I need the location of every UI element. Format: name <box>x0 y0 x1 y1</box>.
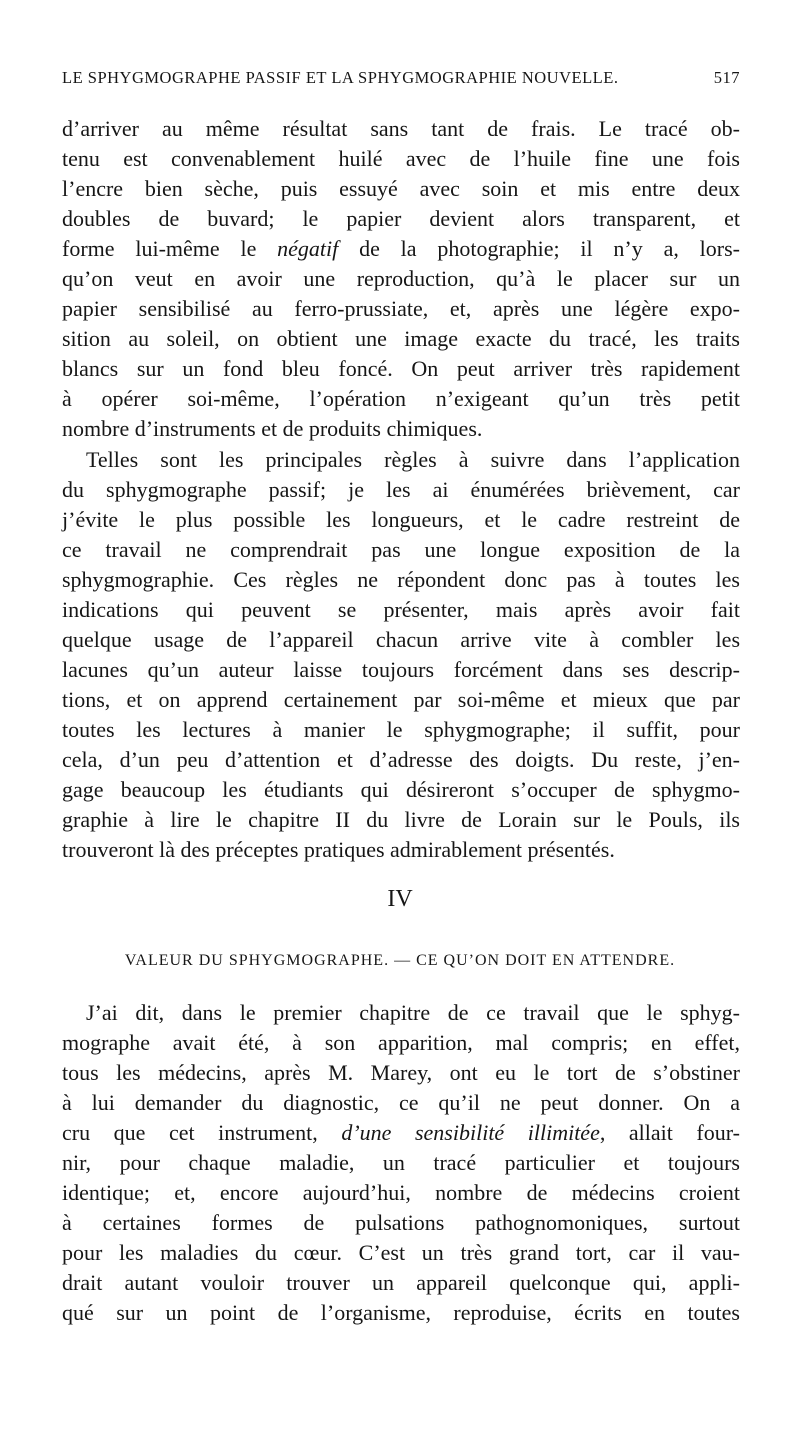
running-head <box>62 68 740 98</box>
paragraph-2-line: Telles sont les principales règles à suivre dans l’application <box>86 447 740 472</box>
italic-phrase: d’une sensibilité illimitée <box>341 1120 600 1145</box>
paragraph-2-line: tions, et on apprend certainement par soi-même et mieux que par <box>62 687 740 712</box>
line-text: de la photographie; il n’y a, lors- <box>338 236 740 261</box>
paragraph-2-line: toutes les lectures à manier le sphygmographe; il suffit, pour <box>62 717 740 742</box>
paragraph-3-line: drait autant vouloir trouver un appareil quelconque qui, appli- <box>62 1270 740 1295</box>
paragraph-1-line: l’encre bien sèche, puis essuyé avec soin et mis entre deux <box>62 176 740 201</box>
paragraph-3-line: identique; et, encore aujourd’hui, nombre de médecins croient <box>62 1180 740 1205</box>
paragraph-3-line: pour les maladies du cœur. C’est un très grand tort, car il vau- <box>62 1240 740 1265</box>
paragraph-3-line: tous les médecins, après M. Marey, ont eu le tort de s’obstiner <box>62 1060 740 1085</box>
page-number: 517 <box>713 68 740 87</box>
paragraph-2-line: cela, d’un peu d’attention et d’adresse des doigts. Du reste, j’en- <box>62 747 740 772</box>
paragraph-1-line: papier sensibilisé au ferro-prussiate, et, après une légère expo- <box>62 296 740 321</box>
paragraph-2-line: ce travail ne comprendrait pas une longue exposition de la <box>62 537 740 562</box>
paragraph-2-line: quelque usage de l’appareil chacun arrive vite à combler les <box>62 627 740 652</box>
paragraph-3-line: à certaines formes de pulsations pathognomoniques, surtout <box>62 1210 740 1235</box>
paragraph-1-line: d’arriver au même résultat sans tant de frais. Le tracé ob- <box>62 116 740 141</box>
paragraph-1-line: blancs sur un fond bleu foncé. On peut arriver très rapidement <box>62 356 740 381</box>
paragraph-3-line <box>62 1118 740 1148</box>
paragraph-2-line: du sphygmographe passif; je les ai énumérées brièvement, car <box>62 477 740 502</box>
paragraph-1-line: à opérer soi-même, l’opération n’exigeant qu’un très petit <box>62 386 740 411</box>
paragraph-1-line <box>62 234 740 264</box>
line-text: forme lui-même le <box>62 236 278 261</box>
paragraph-1-line: sition au soleil, on obtient une image exacte du tracé, les traits <box>62 326 740 351</box>
paragraph-1-line: tenu est convenablement huilé avec de l’huile fine une fois <box>62 146 740 171</box>
paragraph-1-line: nombre d’instruments et de produits chimiques. <box>62 416 483 441</box>
paragraph-3-line: qué sur un point de l’organisme, reproduise, écrits en toutes <box>62 1300 740 1325</box>
paragraph-2-line: indications qui peuvent se présenter, mais après avoir fait <box>62 597 740 622</box>
paragraph-2-line: lacunes qu’un auteur laisse toujours forcément dans ses descrip- <box>62 657 740 682</box>
paragraph-3-line: à lui demander du diagnostic, ce qu’il ne peut donner. On a <box>62 1090 740 1115</box>
line-text: , allait four- <box>599 1120 740 1145</box>
paragraph-3-line: J’ai dit, dans le premier chapitre de ce travail que le sphyg- <box>86 1000 740 1025</box>
paragraph-1-line: doubles de buvard; le papier devient alors transparent, et <box>62 206 740 231</box>
section-number: IV <box>387 886 413 912</box>
paragraph-3-line: mographe avait été, à son apparition, mal compris; en effet, <box>62 1030 740 1055</box>
paragraph-1-line: qu’on veut en avoir une reproduction, qu’à le placer sur un <box>62 266 740 291</box>
line-text: cru que cet instrument, <box>62 1120 342 1145</box>
paragraph-2-line: graphie à lire le chapitre II du livre de Lorain sur le Pouls, ils <box>62 807 740 832</box>
italic-term: négatif <box>277 236 339 261</box>
running-head-title: LE SPHYGMOGRAPHE PASSIF ET LA SPHYGMOGRAPHIE NOUVELLE. <box>62 68 619 87</box>
paragraph-2-line: j’évite le plus possible les longueurs, et le cadre restreint de <box>62 507 740 532</box>
paragraph-2-line: gage beaucoup les étudiants qui désireront s’occuper de sphygmo- <box>62 777 740 802</box>
paragraph-2-line: trouveront là des préceptes pratiques admirablement présentés. <box>62 837 615 862</box>
section-title: VALEUR DU SPHYGMOGRAPHE. — CE QU’ON DOIT EN ATTENDRE. <box>124 952 676 969</box>
paragraph-2-line: sphygmographie. Ces règles ne répondent donc pas à toutes les <box>62 567 740 592</box>
paragraph-3-line <box>62 1328 740 1358</box>
paragraph-3-line: nir, pour chaque maladie, un tracé particulier et toujours <box>62 1150 740 1175</box>
